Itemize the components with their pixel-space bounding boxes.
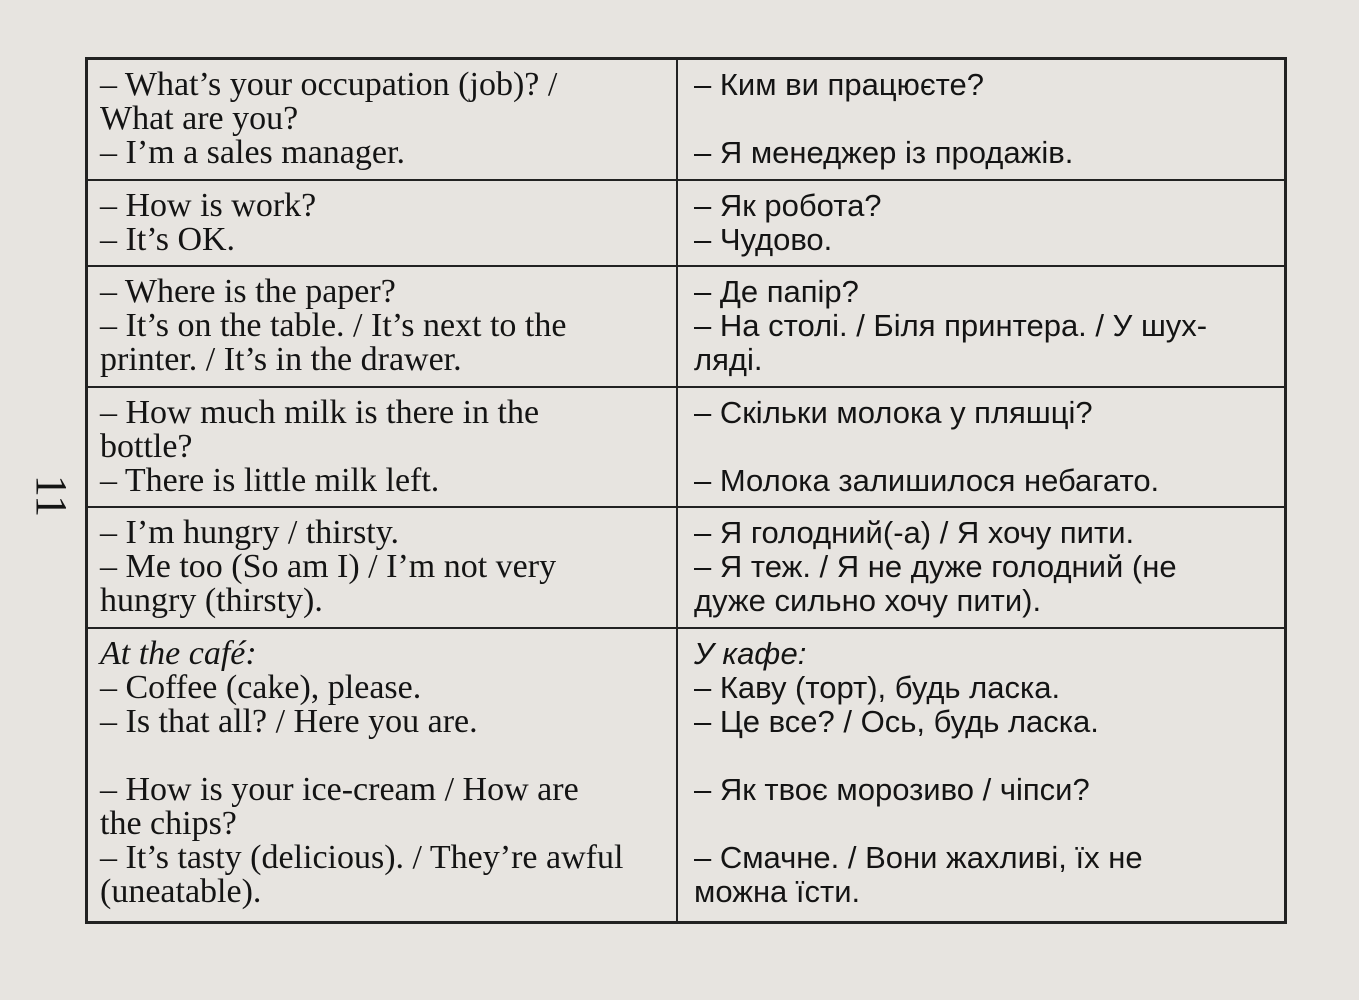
phrase-line <box>694 396 1278 430</box>
phrase-line <box>694 275 1278 309</box>
english-cell <box>88 629 678 921</box>
phrase-line <box>100 396 670 430</box>
phrase-line <box>100 841 670 875</box>
phrase-line <box>694 223 1278 257</box>
phrase-line <box>694 68 1278 102</box>
blank-line <box>694 430 1278 464</box>
phrase-line <box>100 343 670 377</box>
ukrainian-cell <box>678 60 1284 181</box>
phrase-text: What are you? <box>100 100 299 137</box>
phrase-line <box>694 189 1278 223</box>
phrase-line <box>694 464 1278 498</box>
phrase-line <box>694 705 1278 739</box>
phrase-line <box>694 841 1278 875</box>
phrase-text: hungry (thirsty). <box>100 582 323 619</box>
phrase-text: – Я теж. / Я не дуже голодний (не <box>694 549 1177 584</box>
ukrainian-cell <box>678 629 1284 921</box>
phrase-table <box>85 57 1287 924</box>
phrase-text: the chips? <box>100 805 237 842</box>
english-cell <box>88 267 678 388</box>
blank-line <box>694 807 1278 841</box>
phrase-text: printer. / It’s in the drawer. <box>100 341 462 378</box>
phrase-line <box>100 68 670 102</box>
phrase-text: At the café: <box>100 635 257 672</box>
phrase-text: – Як робота? <box>694 188 882 223</box>
ukrainian-cell <box>678 181 1284 267</box>
phrase-line <box>100 516 670 550</box>
phrase-line <box>694 637 1278 671</box>
phrase-text: – Where is the paper? <box>100 273 396 310</box>
phrase-line <box>100 275 670 309</box>
phrase-line <box>100 189 670 223</box>
phrase-line <box>694 550 1278 584</box>
phrase-line <box>100 637 670 671</box>
phrase-text: – How is your ice-cream / How are <box>100 771 579 808</box>
phrase-text: дуже сильно хочу пити). <box>694 583 1042 618</box>
phrase-text: – It’s on the table. / It’s next to the <box>100 307 567 344</box>
phrase-line <box>100 223 670 257</box>
phrase-text: – I’m a sales manager. <box>100 134 405 171</box>
phrase-text: – It’s OK. <box>100 221 236 258</box>
phrase-text: ляді. <box>694 342 763 377</box>
phrase-line <box>694 773 1278 807</box>
english-cell <box>88 60 678 181</box>
phrase-line <box>100 309 670 343</box>
phrase-line <box>100 705 670 739</box>
phrase-line <box>100 875 670 909</box>
phrase-line <box>100 550 670 584</box>
phrase-line <box>100 807 670 841</box>
ukrainian-cell <box>678 388 1284 508</box>
english-cell <box>88 508 678 629</box>
phrase-text: bottle? <box>100 428 193 465</box>
page-number: 11 <box>27 474 77 518</box>
phrase-text: – Чудово. <box>694 222 833 257</box>
phrase-text: – There is little milk left. <box>100 462 440 499</box>
phrase-line <box>694 343 1278 377</box>
phrase-text: – How is work? <box>100 187 317 224</box>
phrase-text: – Каву (торт), будь ласка. <box>694 670 1061 705</box>
phrase-line <box>100 102 670 136</box>
phrase-line <box>694 875 1278 909</box>
phrase-text: – Я менеджер із продажів. <box>694 135 1074 170</box>
phrase-text: – Скільки молока у пляшці? <box>694 395 1093 430</box>
english-cell <box>88 181 678 267</box>
phrase-line <box>694 584 1278 618</box>
phrase-line <box>100 671 670 705</box>
phrase-text: – I’m hungry / thirsty. <box>100 514 400 551</box>
phrase-line <box>100 773 670 807</box>
phrase-line <box>100 584 670 618</box>
phrase-line <box>100 136 670 170</box>
phrase-text: – Це все? / Ось, будь ласка. <box>694 704 1099 739</box>
phrase-text: – Is that all? / Here you are. <box>100 703 478 740</box>
phrase-line <box>694 309 1278 343</box>
phrase-text: – Me too (So am I) / I’m not very <box>100 548 557 585</box>
phrase-text: – Ким ви працюєте? <box>694 67 984 102</box>
phrase-text: можна їсти. <box>694 874 861 909</box>
blank-line <box>100 739 670 773</box>
phrase-line <box>694 136 1278 170</box>
blank-line <box>694 739 1278 773</box>
phrase-text: (uneatable). <box>100 873 262 910</box>
phrase-text: – Я голодний(-а) / Я хочу пити. <box>694 515 1135 550</box>
phrase-text: – На столі. / Біля принтера. / У шух- <box>694 308 1208 343</box>
phrase-line <box>100 464 670 498</box>
phrase-line <box>694 516 1278 550</box>
phrase-text: – Coffee (cake), please. <box>100 669 422 706</box>
phrase-text: У кафе: <box>694 636 807 671</box>
english-cell <box>88 388 678 508</box>
phrase-text: – What’s your occupation (job)? / <box>100 66 558 103</box>
phrase-text: – Молока залишилося небагато. <box>694 463 1160 498</box>
phrase-text: – How much milk is there in the <box>100 394 540 431</box>
phrase-text: – Як твоє морозиво / чіпси? <box>694 772 1090 807</box>
phrase-text: – Де папір? <box>694 274 859 309</box>
phrase-text: – Смачне. / Вони жахливі, їх не <box>694 840 1143 875</box>
blank-line <box>694 102 1278 136</box>
ukrainian-cell <box>678 508 1284 629</box>
ukrainian-cell <box>678 267 1284 388</box>
phrase-line <box>694 671 1278 705</box>
phrase-line <box>100 430 670 464</box>
phrase-text: – It’s tasty (delicious). / They’re awful <box>100 839 624 876</box>
